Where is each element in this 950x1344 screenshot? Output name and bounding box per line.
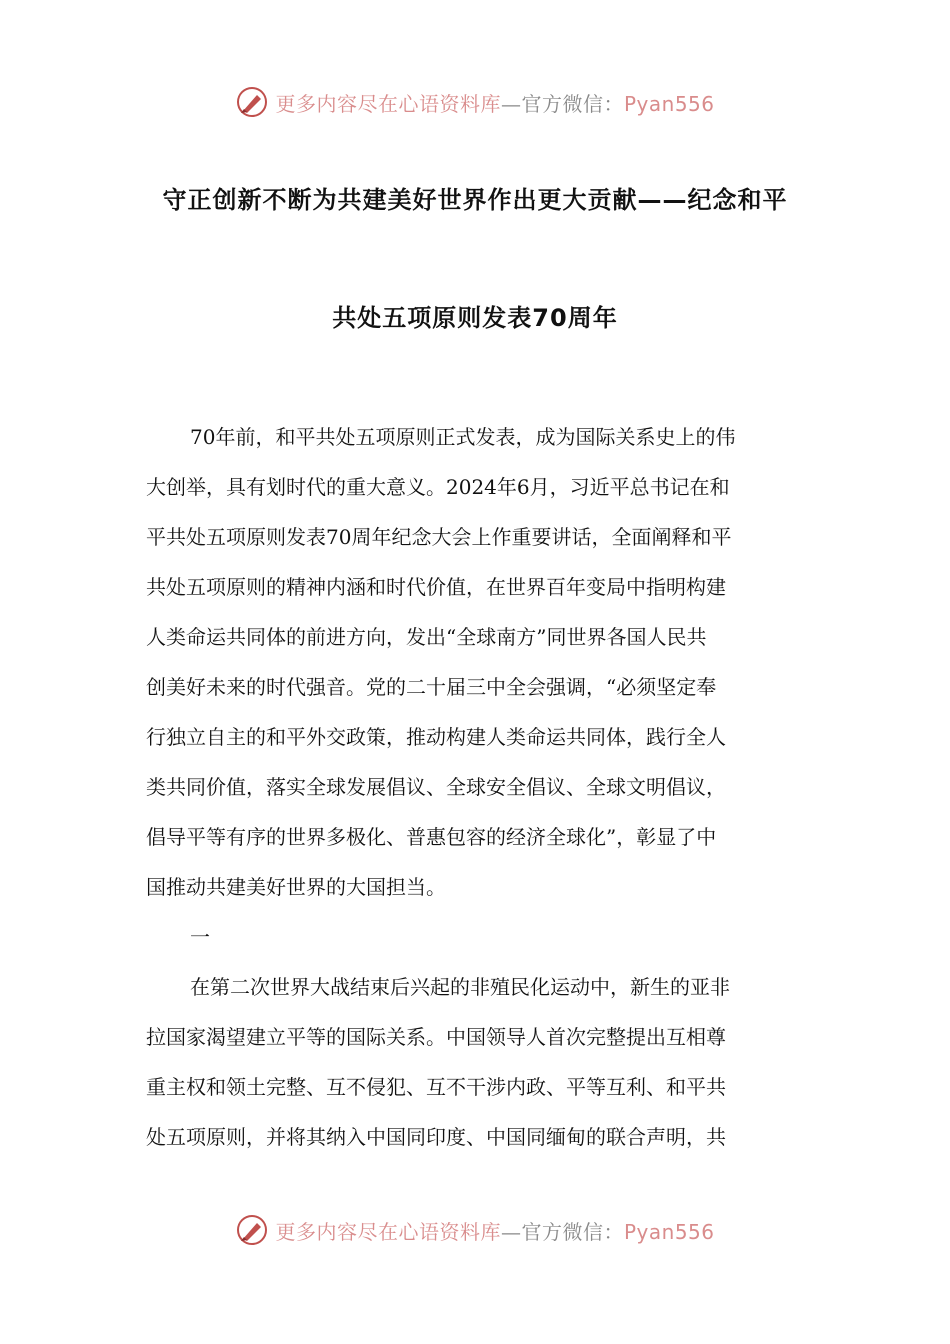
paragraph-line: 国推动共建美好世界的大国担当。 [146, 875, 446, 899]
paragraph-line: 在第二次世界大战结束后兴起的非殖民化运动中，新生的亚非 [190, 975, 730, 999]
watermark-brand: 更多内容尽在心语资料库 [275, 91, 501, 116]
paragraph-line: 人类命运共同体的前进方向，发出“全球南方”同世界各国人民共 [146, 625, 707, 649]
watermark-banner-top [0, 80, 950, 124]
pen-nib-circle-icon [235, 1213, 269, 1247]
watermark-separator: —官方微信： [500, 1219, 624, 1244]
watermark-wechat-id: Pyan556 [623, 91, 715, 116]
paragraph-line: 行独立自主的和平外交政策，推动构建人类命运共同体，践行全人 [146, 725, 726, 749]
paragraph-line: 创美好未来的时代强音。党的二十届三中全会强调，“必须坚定奉 [146, 675, 717, 699]
section-number-text: 一 [190, 925, 210, 949]
paragraph-line: 70年前，和平共处五项原则正式发表，成为国际关系史上的伟 [190, 425, 736, 449]
paragraph-line: 类共同价值，落实全球发展倡议、全球安全倡议、全球文明倡议， [146, 775, 726, 799]
watermark-banner-bottom [0, 1208, 950, 1252]
paragraph-line: 平共处五项原则发表70周年纪念大会上作重要讲话，全面阐释和平 [146, 525, 732, 549]
document-title-line1: 守正创新不断为共建美好世界作出更大贡献——纪念和平 [162, 186, 788, 214]
pen-nib-circle-icon [235, 85, 269, 119]
paragraph-line: 拉国家渴望建立平等的国际关系。中国领导人首次完整提出互相尊 [146, 1025, 726, 1049]
paragraph-1 [146, 412, 810, 912]
watermark-wechat-id: Pyan556 [623, 1219, 715, 1244]
watermark-separator: —官方微信： [500, 91, 624, 116]
watermark-text [275, 88, 714, 117]
paragraph-line: 重主权和领土完整、互不侵犯、互不干涉内政、平等互利、和平共 [146, 1075, 726, 1099]
paragraph-line: 共处五项原则的精神内涵和时代价值，在世界百年变局中指明构建 [146, 575, 726, 599]
watermark-text [275, 1216, 714, 1245]
paragraph-line: 倡导平等有序的世界多极化、普惠包容的经济全球化”，彰显了中 [146, 825, 717, 849]
document-title-line2: 共处五项原则发表70周年 [332, 304, 618, 332]
section-number [146, 912, 810, 962]
paragraph-line: 处五项原则，并将其纳入中国同印度、中国同缅甸的联合声明，共 [146, 1125, 726, 1149]
paragraph-2 [146, 962, 810, 1162]
paragraph-line: 大创举，具有划时代的重大意义。2024年6月，习近平总书记在和 [146, 475, 730, 499]
watermark-brand: 更多内容尽在心语资料库 [275, 1219, 501, 1244]
